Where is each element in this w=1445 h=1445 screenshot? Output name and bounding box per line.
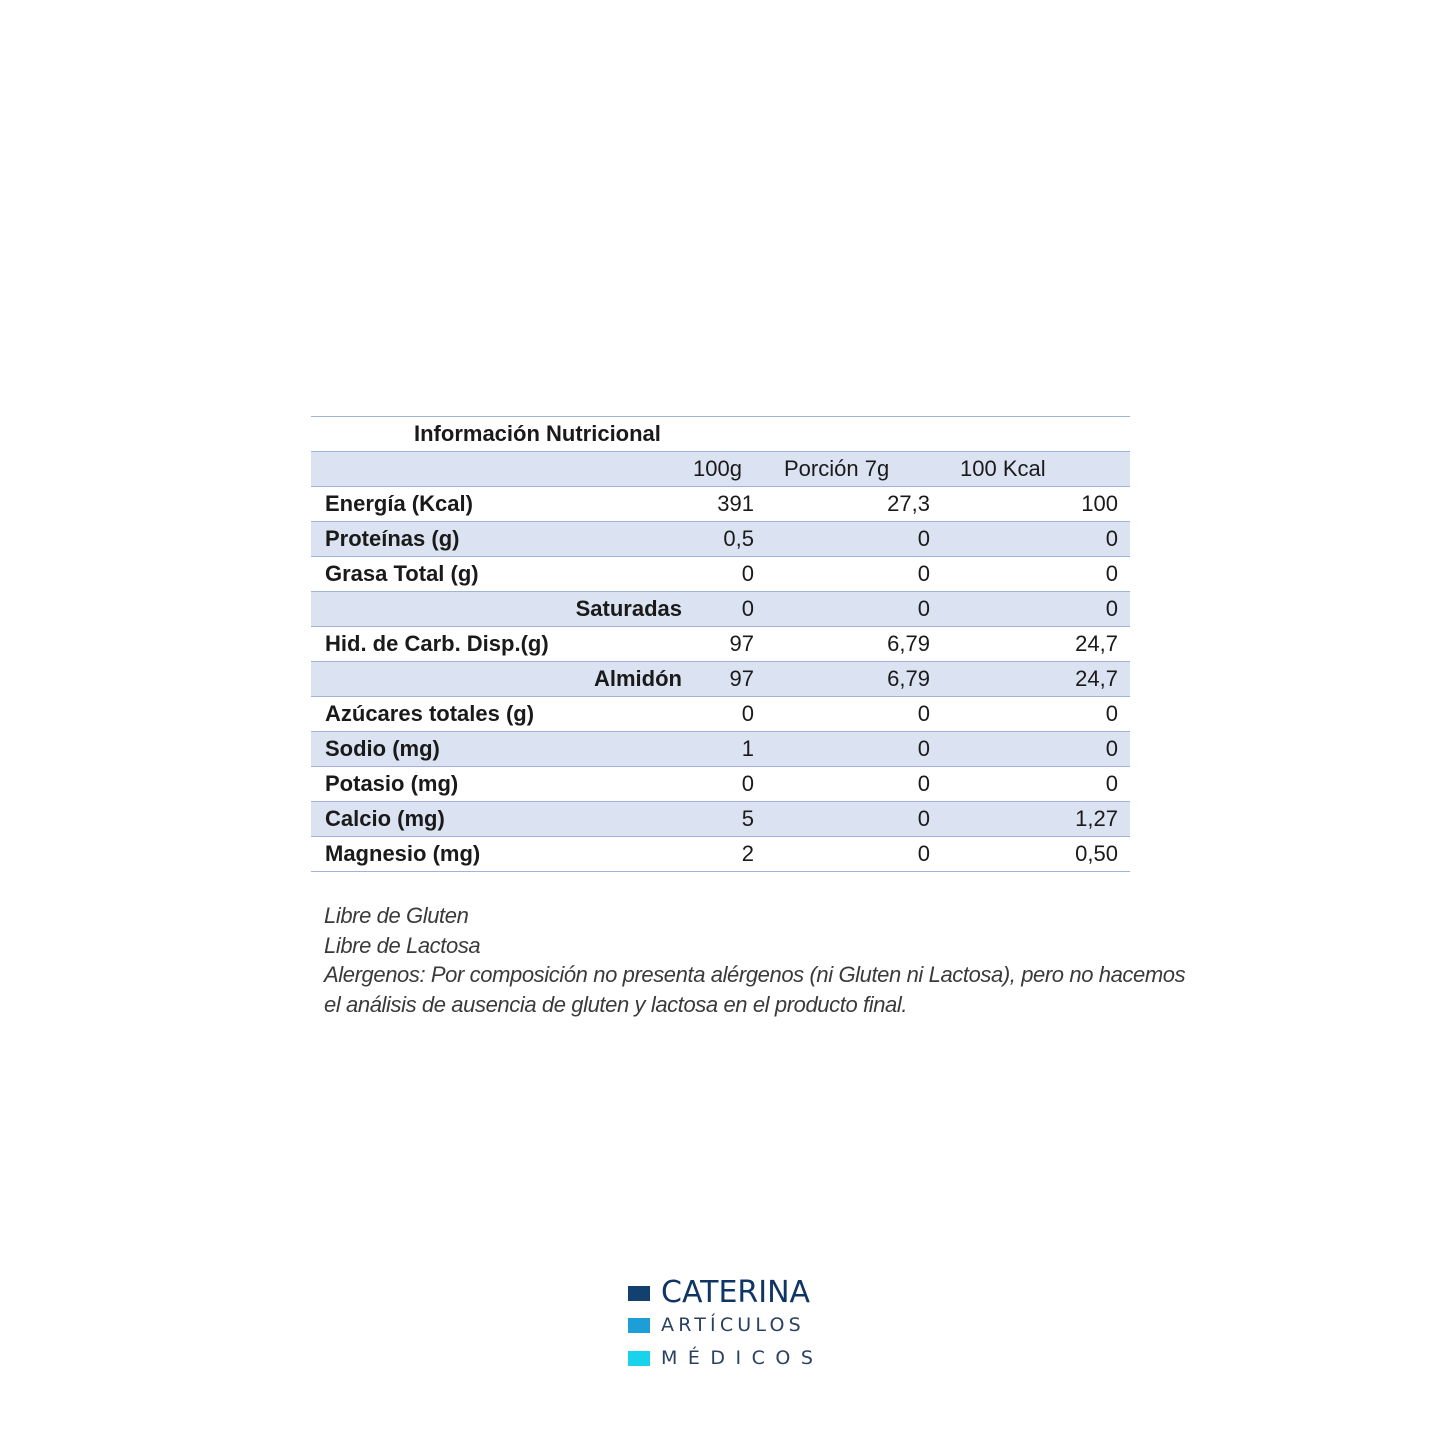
nutrient-label bbox=[311, 557, 682, 592]
logo-square-blue bbox=[628, 1318, 650, 1333]
nutrient-label-text: Hid. de Carb. Disp.(g) bbox=[325, 631, 549, 656]
logo-square-dark bbox=[628, 1286, 650, 1301]
table-row bbox=[311, 802, 1130, 837]
nutrient-value: 100 bbox=[942, 487, 1130, 522]
nutrient-label bbox=[311, 697, 682, 732]
header-100kcal: 100 Kcal bbox=[942, 452, 1130, 487]
logo-row-2 bbox=[628, 1315, 805, 1335]
table-row bbox=[311, 837, 1130, 872]
note-allergens-continued: el análisis de ausencia de gluten y lactosa en el producto final. bbox=[324, 991, 908, 1017]
logo-row-3 bbox=[628, 1348, 823, 1368]
table-row bbox=[311, 592, 1130, 627]
nutrient-value: 0 bbox=[766, 802, 942, 837]
nutrient-label-text: Magnesio (mg) bbox=[325, 841, 481, 866]
nutrient-label-text: Saturadas bbox=[575, 596, 682, 621]
nutrient-value: 6,79 bbox=[766, 627, 942, 662]
note-gluten-free: Libre de Gluten bbox=[324, 903, 469, 928]
nutrient-label-text: Grasa Total (g) bbox=[325, 561, 479, 586]
nutrient-value: 2 bbox=[682, 837, 766, 872]
nutrient-value: 0 bbox=[766, 557, 942, 592]
nutrient-value: 1,27 bbox=[942, 802, 1130, 837]
nutrient-label-text: Almidón bbox=[594, 666, 682, 691]
nutrient-value: 0,50 bbox=[942, 837, 1130, 872]
nutrient-value: 0 bbox=[942, 557, 1130, 592]
logo-row-1 bbox=[628, 1275, 811, 1310]
table-row bbox=[311, 697, 1130, 732]
nutrient-value: 0 bbox=[942, 522, 1130, 557]
caterina-logo bbox=[628, 1276, 828, 1376]
nutrition-table bbox=[311, 416, 1130, 872]
nutrient-label bbox=[311, 627, 682, 662]
nutrient-label bbox=[311, 522, 682, 557]
nutrient-value: 6,79 bbox=[766, 662, 942, 697]
nutrient-value: 0 bbox=[682, 592, 766, 627]
logo-word-medicos: MÉDICOS bbox=[661, 1347, 824, 1369]
header-100g: 100g bbox=[682, 452, 766, 487]
nutrient-value: 5 bbox=[682, 802, 766, 837]
nutrient-value: 24,7 bbox=[942, 662, 1130, 697]
header-empty-cell bbox=[311, 452, 682, 487]
note-allergens: Alergenos: Por composición no presenta alérgenos (ni Gluten ni Lactosa), pero no hacemos bbox=[324, 962, 1186, 987]
nutrient-value: 97 bbox=[682, 662, 766, 697]
nutrient-label bbox=[311, 592, 682, 627]
table-row bbox=[311, 487, 1130, 522]
nutrient-label-text: Azúcares totales (g) bbox=[325, 701, 535, 726]
nutrient-value: 0 bbox=[766, 837, 942, 872]
nutrient-value: 0 bbox=[766, 697, 942, 732]
note-lactose-free: Libre de Lactosa bbox=[324, 932, 481, 958]
nutrient-label bbox=[311, 662, 682, 697]
table-row bbox=[311, 732, 1130, 767]
nutrient-value: 0,5 bbox=[682, 522, 766, 557]
nutrient-label-text: Sodio (mg) bbox=[325, 736, 440, 761]
nutrient-value: 0 bbox=[942, 697, 1130, 732]
header-portion: Porción 7g bbox=[766, 452, 942, 487]
table-row bbox=[311, 627, 1130, 662]
nutrient-label-text: Energía (Kcal) bbox=[325, 491, 473, 516]
nutrient-label bbox=[311, 767, 682, 802]
logo-word-articulos: ARTÍCULOS bbox=[661, 1314, 805, 1336]
table-title-row bbox=[311, 417, 1130, 452]
nutrient-value: 1 bbox=[682, 732, 766, 767]
nutrient-value: 0 bbox=[766, 522, 942, 557]
allergen-notes bbox=[324, 901, 1204, 1019]
table-row bbox=[311, 557, 1130, 592]
nutrient-label bbox=[311, 837, 682, 872]
table-header-row bbox=[311, 452, 1130, 487]
nutrient-value: 0 bbox=[682, 557, 766, 592]
logo-square-cyan bbox=[628, 1351, 650, 1366]
nutrient-value: 0 bbox=[942, 592, 1130, 627]
nutrient-value: 0 bbox=[766, 767, 942, 802]
nutrient-value: 0 bbox=[766, 732, 942, 767]
nutrient-value: 0 bbox=[766, 592, 942, 627]
nutrient-value: 24,7 bbox=[942, 627, 1130, 662]
nutrient-value: 0 bbox=[942, 732, 1130, 767]
nutrient-label-text: Calcio (mg) bbox=[325, 806, 445, 831]
nutrient-value: 0 bbox=[682, 697, 766, 732]
logo-word-caterina: CATERINA bbox=[661, 1275, 811, 1310]
nutrient-label bbox=[311, 802, 682, 837]
nutrient-value: 27,3 bbox=[766, 487, 942, 522]
table-title: Información Nutricional bbox=[311, 417, 1130, 452]
nutrient-value: 391 bbox=[682, 487, 766, 522]
table-row bbox=[311, 767, 1130, 802]
table-row bbox=[311, 662, 1130, 697]
nutrient-label bbox=[311, 732, 682, 767]
nutrient-label bbox=[311, 487, 682, 522]
nutrient-label-text: Proteínas (g) bbox=[325, 526, 460, 551]
table-row bbox=[311, 522, 1130, 557]
nutrient-label-text: Potasio (mg) bbox=[325, 771, 459, 796]
nutrient-value: 97 bbox=[682, 627, 766, 662]
nutrient-value: 0 bbox=[682, 767, 766, 802]
nutrient-value: 0 bbox=[942, 767, 1130, 802]
